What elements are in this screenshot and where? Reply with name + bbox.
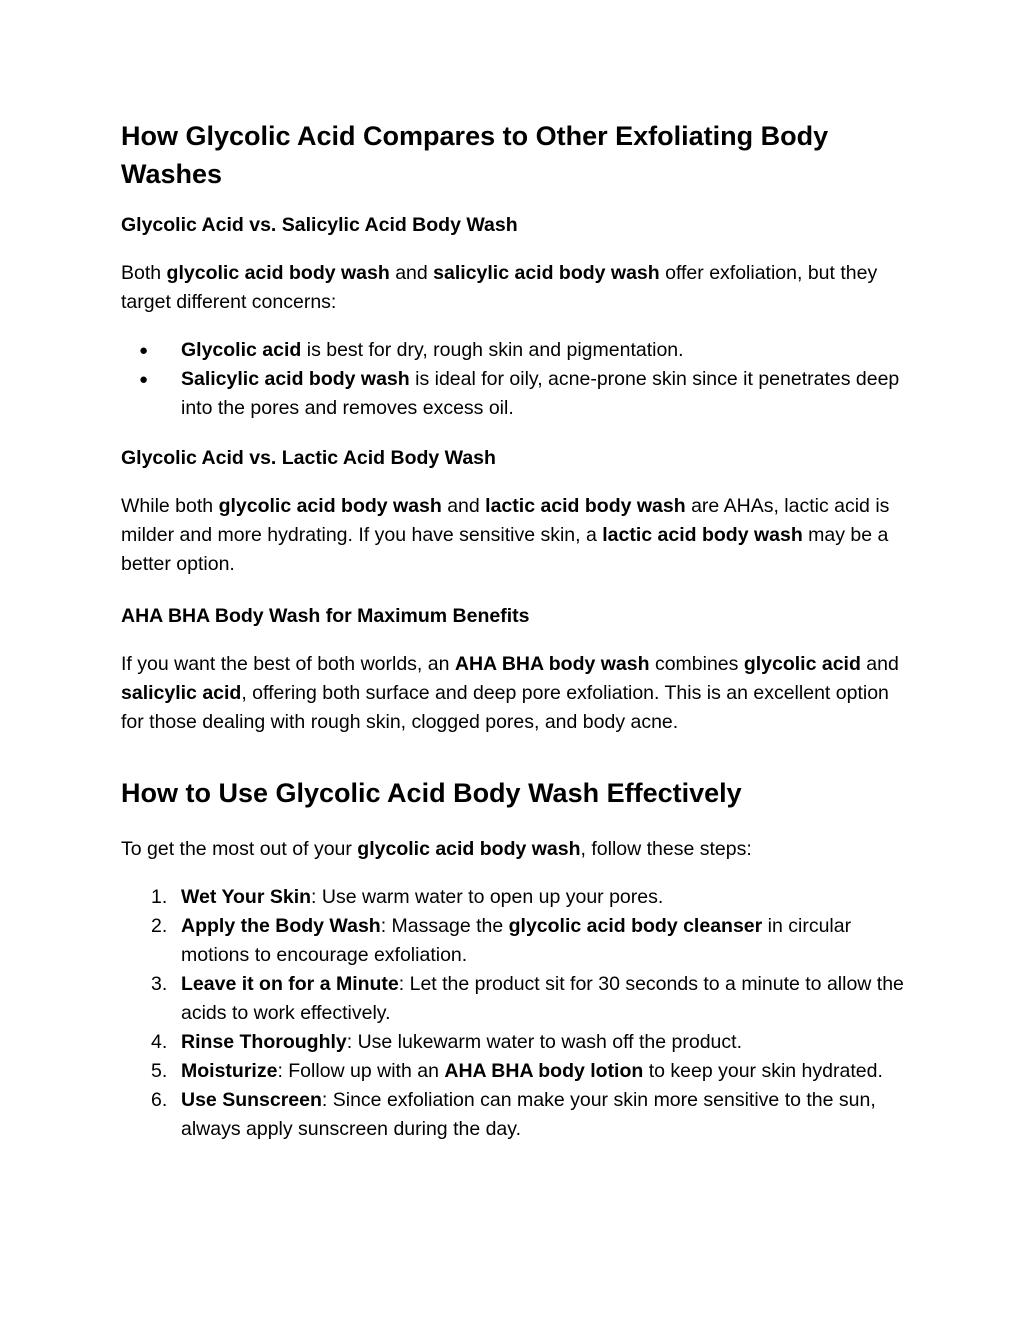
text-run: : Follow up with an bbox=[277, 1060, 445, 1082]
text-run: : Use warm water to open up your pores. bbox=[311, 886, 664, 908]
bold-term: AHA BHA body wash bbox=[454, 653, 650, 675]
bold-term: Leave it on for a Minute bbox=[181, 973, 399, 995]
text-run: to keep your skin hydrated. bbox=[643, 1060, 883, 1082]
bold-term: Apply the Body Wash bbox=[181, 915, 381, 937]
step-item bbox=[121, 1086, 911, 1144]
step-number: 2. bbox=[151, 915, 168, 937]
bullet-icon: ● bbox=[139, 342, 149, 359]
lactic-paragraph bbox=[121, 492, 911, 579]
usage-intro-paragraph bbox=[121, 835, 911, 864]
text-run: and bbox=[389, 262, 434, 284]
text-run: in circular motions to encourage exfoliation. bbox=[181, 915, 852, 966]
step-number: 6. bbox=[151, 1089, 168, 1111]
text-run: combines bbox=[649, 653, 744, 675]
step-item bbox=[121, 912, 911, 970]
page-title: How Glycolic Acid Compares to Other Exfoliating Body Washes bbox=[121, 121, 829, 189]
bold-term: Wet Your Skin bbox=[181, 886, 312, 908]
bold-term: Salicylic acid body wash bbox=[181, 368, 410, 390]
step-number: 1. bbox=[151, 886, 168, 908]
bold-term: glycolic acid bbox=[743, 653, 861, 675]
step-item bbox=[121, 970, 911, 1028]
bold-term: glycolic acid body wash bbox=[218, 495, 442, 517]
bold-term: Use Sunscreen bbox=[181, 1089, 322, 1111]
text-run: While both bbox=[121, 495, 219, 517]
comparison-bullet-list bbox=[121, 336, 911, 423]
list-item bbox=[121, 336, 911, 365]
bullet-icon: ● bbox=[139, 371, 149, 388]
text-run: : Let the product sit for 30 seconds to a minute to allow the acids to work effectively. bbox=[181, 973, 904, 1024]
usage-steps-list bbox=[121, 883, 911, 1144]
text-run: : Since exfoliation can make your skin more sensitive to the sun, always apply sunscreen during the day. bbox=[181, 1089, 876, 1140]
step-item bbox=[121, 1028, 911, 1057]
text-run: and bbox=[441, 495, 486, 517]
text-run: , offering both surface and deep pore exfoliation. This is an excellent option for those dealing with rough skin, clogged pores, and body acne. bbox=[121, 682, 889, 733]
text-run: Both bbox=[121, 262, 167, 284]
salicylic-intro-paragraph bbox=[121, 259, 911, 317]
text-run: is best for dry, rough skin and pigmentation. bbox=[301, 339, 684, 361]
bold-term: salicylic acid bbox=[121, 682, 242, 704]
step-item bbox=[121, 883, 911, 912]
step-number: 5. bbox=[151, 1060, 168, 1082]
text-run: To get the most out of your bbox=[121, 838, 358, 860]
bold-term: Moisturize bbox=[181, 1060, 278, 1082]
bold-term: glycolic acid body wash bbox=[357, 838, 581, 860]
step-number: 3. bbox=[151, 973, 168, 995]
text-run: are AHAs, lactic acid is milder and more hydrating. If you have sensitive skin, a bbox=[121, 495, 890, 546]
step-item bbox=[121, 1057, 911, 1086]
bold-term: Glycolic acid bbox=[181, 339, 302, 361]
text-run: If you want the best of both worlds, an bbox=[121, 653, 455, 675]
bold-term: lactic acid body wash bbox=[485, 495, 686, 517]
section-heading-lactic: Glycolic Acid vs. Lactic Acid Body Wash bbox=[121, 447, 496, 469]
section-heading-salicylic: Glycolic Acid vs. Salicylic Acid Body Wash bbox=[121, 214, 518, 236]
bold-term: glycolic acid body wash bbox=[166, 262, 390, 284]
text-run: : Use lukewarm water to wash off the product. bbox=[346, 1031, 742, 1053]
section-heading-aha-bha: AHA BHA Body Wash for Maximum Benefits bbox=[121, 605, 530, 627]
usage-heading: How to Use Glycolic Acid Body Wash Effectively bbox=[121, 778, 742, 808]
bold-term: Rinse Thoroughly bbox=[181, 1031, 347, 1053]
bold-term: lactic acid body wash bbox=[602, 524, 803, 546]
bold-term: glycolic acid body cleanser bbox=[508, 915, 763, 937]
text-run: : Massage the bbox=[380, 915, 509, 937]
step-number: 4. bbox=[151, 1031, 168, 1053]
text-run: , follow these steps: bbox=[580, 838, 752, 860]
text-run: may be a better option. bbox=[121, 524, 889, 575]
text-run: is ideal for oily, acne-prone skin since it penetrates deep into the pores and removes excess oil. bbox=[181, 368, 900, 419]
text-run: offer exfoliation, but they target different concerns: bbox=[121, 262, 878, 313]
list-item bbox=[121, 365, 911, 423]
document-content bbox=[121, 117, 911, 1144]
bold-term: AHA BHA body lotion bbox=[444, 1060, 644, 1082]
bold-term: salicylic acid body wash bbox=[433, 262, 660, 284]
aha-bha-paragraph bbox=[121, 650, 911, 737]
text-run: and bbox=[860, 653, 899, 675]
